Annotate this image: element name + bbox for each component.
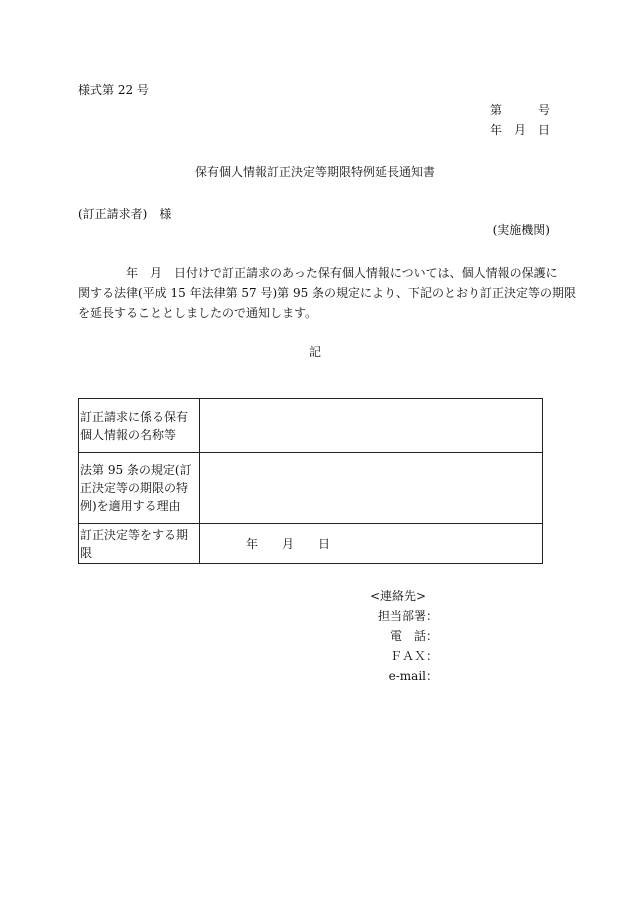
ki-heading: 記 xyxy=(308,345,321,359)
info-name-value xyxy=(200,399,543,453)
addressee: (訂正請求者) 様 xyxy=(78,207,172,221)
table-row xyxy=(79,453,543,524)
body-line-2: 関する法律(平成 15 年法律第 57 号)第 95 条の規定により、下記のとおり訂正決定等の期限 xyxy=(78,286,577,300)
document-date: 年 月 日 xyxy=(489,123,550,137)
details-table xyxy=(78,398,543,564)
notice-body xyxy=(78,263,577,323)
deadline-label: 訂正決定等をする期限 xyxy=(79,524,200,564)
deadline-value: 年 月 日 xyxy=(200,524,543,564)
contact-block xyxy=(360,586,438,686)
tel-label: 電 話： xyxy=(389,629,438,643)
contact-heading: <連絡先> xyxy=(370,589,427,603)
issuing-agency: (実施機関) xyxy=(492,223,550,237)
table-row xyxy=(79,524,543,564)
document-number: 第 号 xyxy=(489,103,550,117)
fax-label: ＦＡＸ： xyxy=(389,649,438,663)
email-label: e-mail： xyxy=(388,669,438,683)
reason-value xyxy=(200,453,543,524)
table-row xyxy=(79,399,543,453)
form-number: 様式第 22 号 xyxy=(78,83,149,97)
body-line-1: 年 月 日付けで訂正請求のあった保有個人情報については、個人情報の保護に xyxy=(126,266,558,280)
dept-label: 担当部署： xyxy=(377,609,438,623)
document-title: 保有個人情報訂正決定等期限特例延長通知書 xyxy=(194,165,435,179)
info-name-label: 訂正請求に係る保有個人情報の名称等 xyxy=(79,399,200,453)
body-line-3: を延長することとしましたので通知します。 xyxy=(78,306,318,320)
reason-label: 法第 95 条の規定(訂正決定等の期限の特例)を適用する理由 xyxy=(79,453,200,524)
